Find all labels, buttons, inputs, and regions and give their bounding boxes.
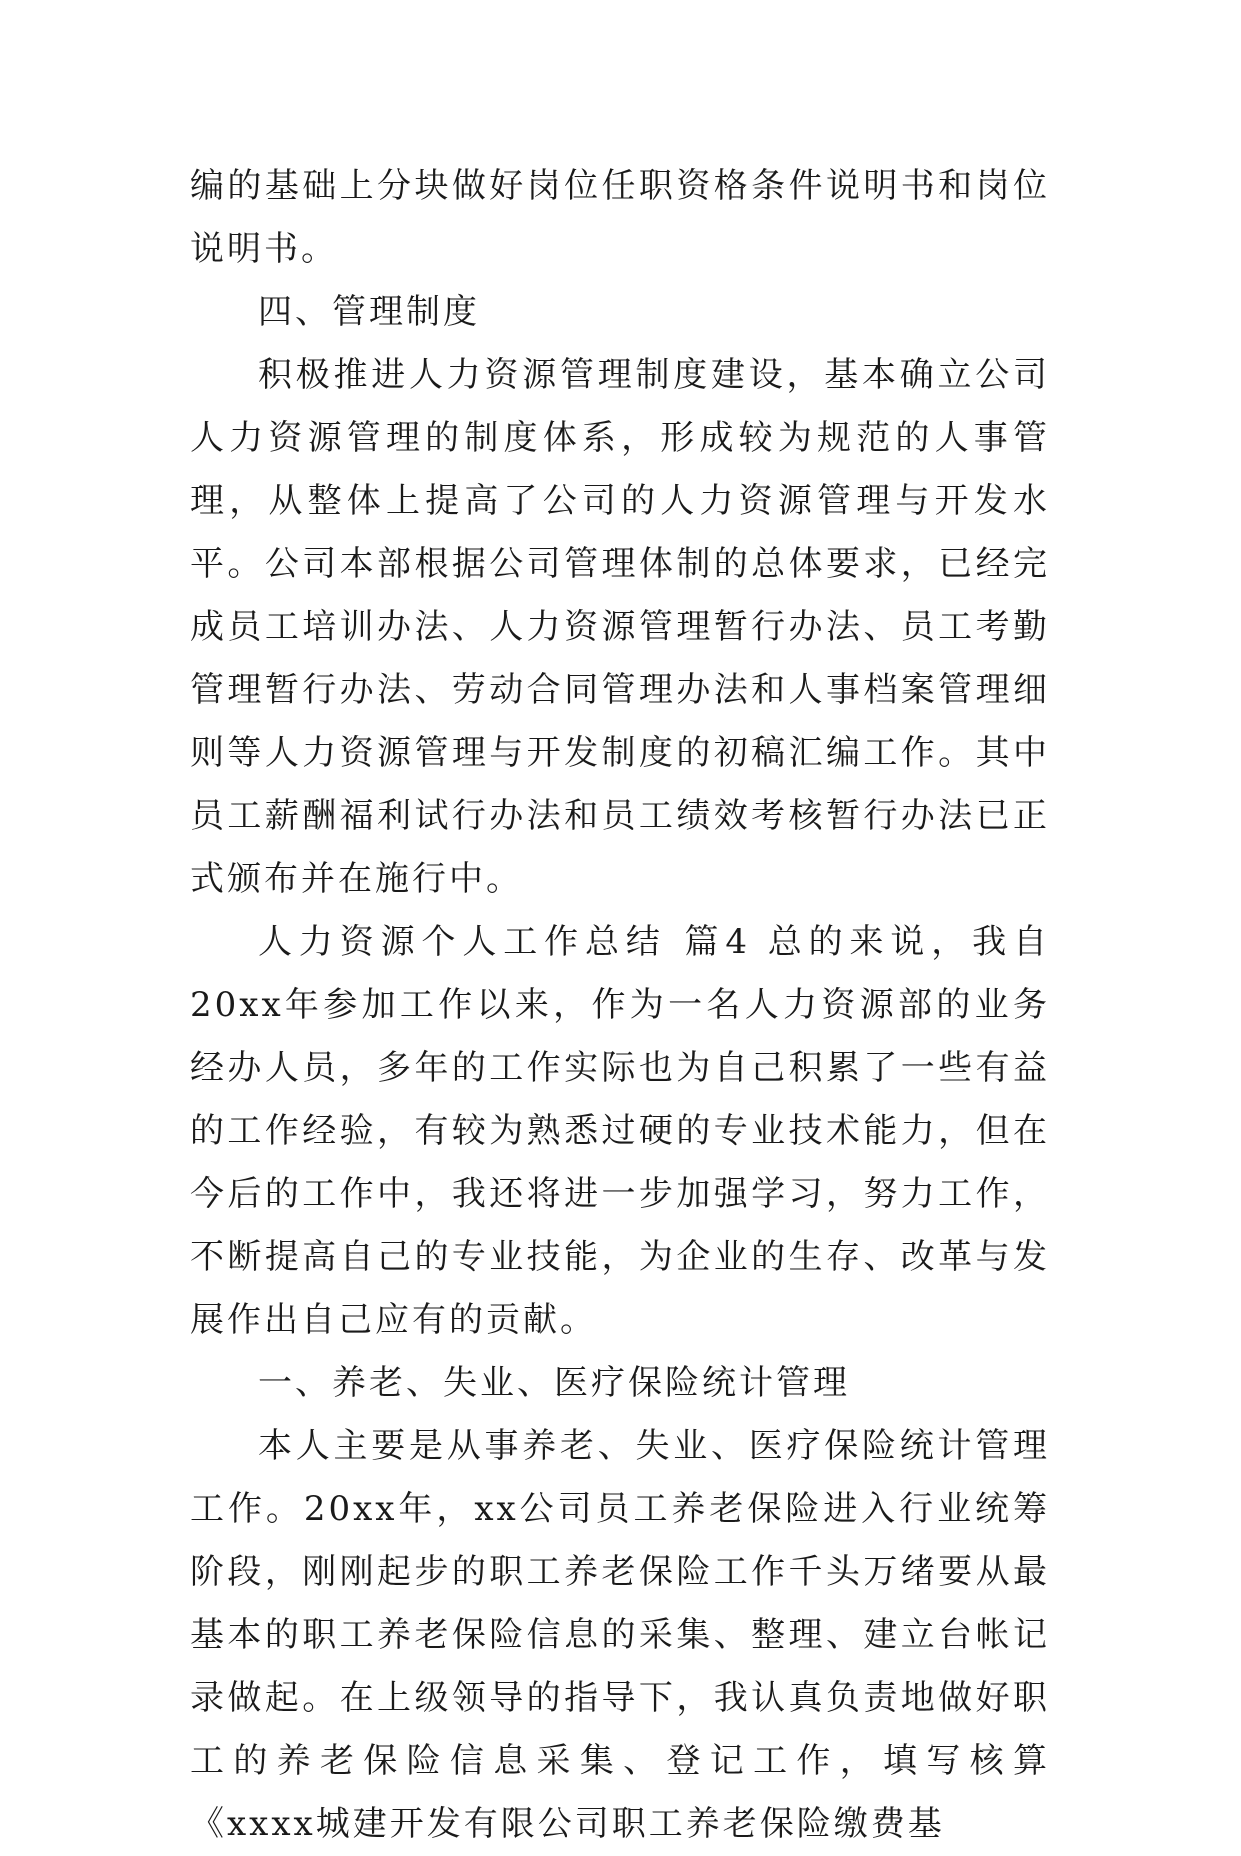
paragraph-continuation: 编的基础上分块做好岗位任职资格条件说明书和岗位说明书。 [190,166,1050,269]
document-body [190,155,1050,1856]
section-heading-management-system: 四、管理制度 [258,292,480,332]
paragraph-insurance: 本人主要是从事养老、失业、医疗保险统计管理工作。20xx年，xx公司员工养老保险进入行业统筹阶段，刚刚起步的职工养老保险工作千头万绪要从最基本的职工养老保险信息的采集、整理、建立台帐记录做起。在上级领导的指导下，我认真负责地做好职工的养老保险信息采集、登记工作，填写核算《xxxx城建开发有限公司职工养老保险缴费基 [190,1426,1050,1844]
paragraph-summary-part4: 人力资源个人工作总结 篇4 总的来说，我自20xx年参加工作以来，作为一名人力资源部的业务经办人员，多年的工作实际也为自己积累了一些有益的工作经验，有较为熟悉过硬的专业技术能力，但在今后的工作中，我还将进一步加强学习，努力工作，不断提高自己的专业技能，为企业的生存、改革与发展作出自己应有的贡献。 [190,922,1050,1340]
paragraph-management-system: 积极推进人力资源管理制度建设，基本确立公司人力资源管理的制度体系，形成较为规范的人事管理，从整体上提高了公司的人力资源管理与开发水平。公司本部根据公司管理体制的总体要求，已经完成员工培训办法、人力资源管理暂行办法、员工考勤管理暂行办法、劳动合同管理办法和人事档案管理细则等人力资源管理与开发制度的初稿汇编工作。其中员工薪酬福利试行办法和员工绩效考核暂行办法已正式颁布并在施行中。 [190,355,1050,899]
section-heading-insurance: 一、养老、失业、医疗保险统计管理 [258,1363,850,1403]
